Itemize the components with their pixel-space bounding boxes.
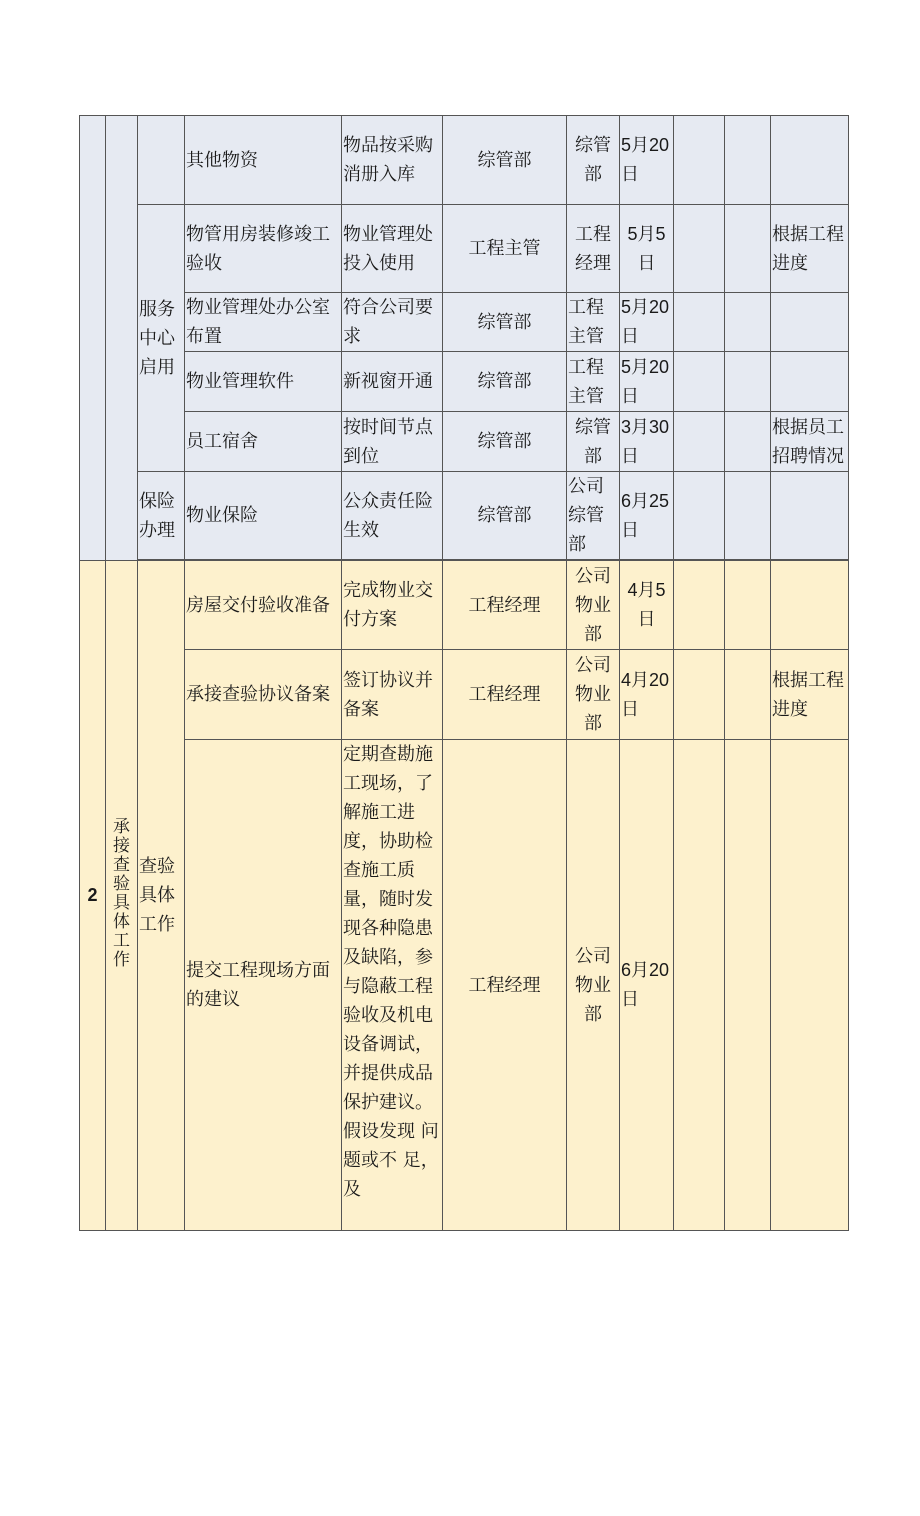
date-cell: 5月20日: [620, 293, 674, 352]
table-row: [80, 650, 849, 740]
responsible-cell: 工程经理: [443, 561, 567, 650]
note-cell: 根据工程进度: [771, 205, 849, 293]
empty-cell: [725, 205, 771, 293]
responsible-cell: 综管部: [443, 412, 567, 472]
standard-cell: 新视窗开通: [342, 352, 443, 412]
item-cell: 物业管理软件: [185, 352, 342, 412]
item-cell: 其他物资: [185, 116, 342, 205]
standard-cell: 按时间节点到位: [342, 412, 443, 472]
empty-cell: [674, 412, 725, 472]
table-row: [80, 352, 849, 412]
note-cell: [771, 740, 849, 1231]
empty-cell: [725, 650, 771, 740]
empty-cell: [674, 740, 725, 1231]
responsible-cell: 综管部: [443, 116, 567, 205]
date-cell: 6月25日: [620, 472, 674, 560]
section-number: 2: [80, 561, 106, 1231]
empty-cell: [674, 116, 725, 205]
empty-cell: [725, 293, 771, 352]
group-cell: 服务中心启用: [138, 205, 185, 472]
responsible-cell: 工程经理: [443, 650, 567, 740]
empty-cell: [725, 412, 771, 472]
empty-cell: [725, 740, 771, 1231]
dept-cell: 公司综管部: [567, 472, 620, 560]
note-cell: [771, 472, 849, 560]
standard-cell: 完成物业交付方案: [342, 561, 443, 650]
section-phase: 承接查验具体工作: [106, 561, 138, 1231]
dept-cell: 公司物业部: [567, 561, 620, 650]
empty-cell: [674, 561, 725, 650]
group-cell: 保险办理: [138, 472, 185, 560]
responsible-cell: 综管部: [443, 293, 567, 352]
empty-cell: [725, 116, 771, 205]
item-cell: 员工宿舍: [185, 412, 342, 472]
item-cell: 物管用房装修竣工验收: [185, 205, 342, 293]
empty-cell: [725, 561, 771, 650]
empty-cell: [674, 293, 725, 352]
table-row: [80, 205, 849, 293]
standard-cell: 定期查勘施工现场，了解施工进度，协助检查施工质量，随时发现各种隐患及缺陷，参与隐蔽工程验收及机电设备调试，并提供成品保护建议。假设发现 问题或不 足，及: [342, 740, 443, 1231]
empty-cell: [725, 472, 771, 560]
standard-cell: 签订协议并备案: [342, 650, 443, 740]
group-cell: 查验具体工作: [138, 561, 185, 1231]
section-number: [80, 116, 106, 561]
date-cell: 6月20日: [620, 740, 674, 1231]
table-row: [80, 116, 849, 205]
item-cell: 房屋交付验收准备: [185, 561, 342, 650]
table-row: [80, 740, 849, 1231]
dept-cell: 工程主管: [567, 293, 620, 352]
standard-cell: 物品按采购消册入库: [342, 116, 443, 205]
date-cell: 4月20日: [620, 650, 674, 740]
date-cell: 5月5日: [620, 205, 674, 293]
note-cell: [771, 116, 849, 205]
note-cell: 根据员工招聘情况: [771, 412, 849, 472]
note-cell: 根据工程进度: [771, 650, 849, 740]
section-phase: [106, 116, 138, 561]
responsible-cell: 综管部: [443, 472, 567, 560]
date-cell: 5月20日: [620, 352, 674, 412]
group-cell: [138, 116, 185, 205]
note-cell: [771, 293, 849, 352]
empty-cell: [674, 472, 725, 560]
item-cell: 物业保险: [185, 472, 342, 560]
responsible-cell: 工程经理: [443, 740, 567, 1231]
dept-cell: 工程经理: [567, 205, 620, 293]
table-row: [80, 561, 849, 650]
responsible-cell: 工程主管: [443, 205, 567, 293]
item-cell: 提交工程现场方面的建议: [185, 740, 342, 1231]
note-cell: [771, 352, 849, 412]
empty-cell: [674, 205, 725, 293]
dept-cell: 工程主管: [567, 352, 620, 412]
standard-cell: 公众责任险生效: [342, 472, 443, 560]
dept-cell: 公司物业部: [567, 740, 620, 1231]
dept-cell: 综管部: [567, 412, 620, 472]
dept-cell: 综管部: [567, 116, 620, 205]
standard-cell: 物业管理处投入使用: [342, 205, 443, 293]
table-row: [80, 472, 849, 560]
standard-cell: 符合公司要求: [342, 293, 443, 352]
empty-cell: [674, 650, 725, 740]
dept-cell: 公司物业部: [567, 650, 620, 740]
item-cell: 承接查验协议备案: [185, 650, 342, 740]
table-row: [80, 412, 849, 472]
responsible-cell: 综管部: [443, 352, 567, 412]
date-cell: 4月5日: [620, 561, 674, 650]
item-cell: 物业管理处办公室布置: [185, 293, 342, 352]
work-plan-table: [79, 115, 849, 1231]
table-row: [80, 293, 849, 352]
empty-cell: [725, 352, 771, 412]
empty-cell: [674, 352, 725, 412]
date-cell: 5月20日: [620, 116, 674, 205]
date-cell: 3月30日: [620, 412, 674, 472]
note-cell: [771, 561, 849, 650]
